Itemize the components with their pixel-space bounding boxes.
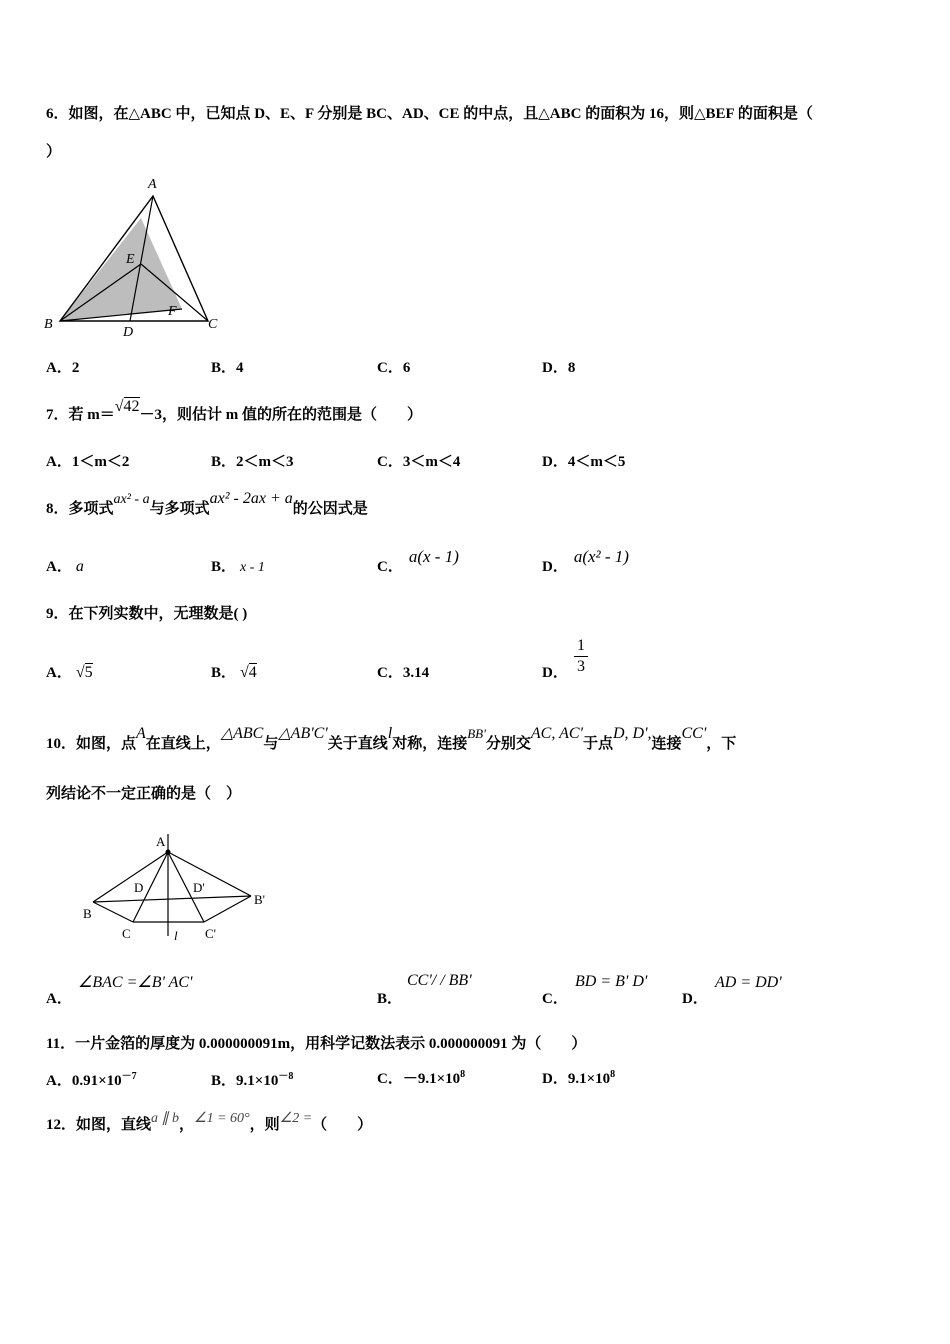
label-b-prime: B': [254, 892, 266, 907]
q9-option-c: C．3.14: [377, 665, 430, 681]
q8-option-a: A． a: [46, 558, 84, 575]
q9-stem: 9．在下列实数中，无理数是( ): [46, 606, 248, 622]
point-a: [166, 850, 171, 855]
q11-stem: 11．一片金箔的厚度为 0.000000091m，用科学记数法表示 0.000000091 为（ ）: [46, 1036, 587, 1052]
q10-option-b-text: CC'/ / BB': [407, 972, 472, 989]
q10-option-c-label: C．: [542, 991, 568, 1007]
fraction-one-third: 1 3: [574, 636, 588, 677]
q9-option-a: A． √5: [46, 664, 93, 681]
segment-ab: [93, 852, 168, 902]
sqrt-42: √42: [114, 398, 140, 415]
q10-option-b-label: B．: [377, 991, 403, 1007]
q12-stem: 12．如图，直线a ∥ b，∠1 = 60°，则∠2 =（ ）: [46, 1111, 373, 1133]
q8-option-b: B． x - 1: [211, 559, 265, 575]
polynomial-1: ax² - a: [113, 492, 150, 507]
q7-option-a: A．1＜m＜2: [46, 454, 130, 470]
q10-option-d-label: D．: [682, 991, 708, 1007]
q8-option-d: D．a(x² - 1): [542, 547, 629, 575]
polynomial-2: ax² - 2ax + a: [209, 490, 293, 507]
q6-stem-line1: 6．如图，在△ABC 中，已知点 D、E、F 分别是 BC、AD、CE 的中点，且△ABC 的面积为 16，则△BEF 的面积是（: [46, 106, 813, 122]
q6-option-a: A．2: [46, 360, 80, 376]
q7-option-c: C．3＜m＜4: [377, 454, 461, 470]
q8-option-c: C．a(x - 1): [377, 547, 459, 575]
q10-option-c-text: BD = B' D': [575, 973, 648, 990]
q8-stem: 8．多项式ax² - a与多项式ax² - 2ax + a的公因式是: [46, 490, 368, 517]
label-b: B: [83, 906, 92, 921]
label-a: A: [156, 834, 166, 849]
label-a: A: [148, 177, 157, 192]
label-d: D: [134, 880, 144, 895]
label-c: C: [122, 926, 131, 941]
segment-ab-prime: [168, 852, 251, 896]
q11-option-a: A．$0.91\times 10^{-7}$: [46, 1071, 137, 1089]
q10-option-d-text: AD = DD': [715, 974, 782, 991]
q10-stem-line1: 10．如图，点A在直线上，△ABC与△AB'C'关于直线l对称，连接BB'分别交AC, AC'于点D, D',连接CC'，下: [46, 725, 737, 752]
q6-triangle-figure: [40, 172, 230, 342]
label-l: l: [174, 928, 178, 943]
q10-option-a-label: A．: [46, 991, 72, 1007]
q7-stem: 7．若 m＝√42－3，则估计 m 值的所在的范围是（ ）: [46, 398, 423, 423]
label-b: B: [44, 317, 53, 332]
label-c: C: [208, 317, 218, 332]
q10-stem-line2: 列结论不一定正确的是（ ）: [46, 786, 242, 802]
shaded-triangle-bef: [60, 218, 182, 321]
q6-option-d: D．8: [542, 360, 576, 376]
q10-symmetry-figure: [78, 826, 278, 946]
q10-option-a-text: ∠BAC =∠B' AC': [78, 974, 193, 991]
label-e: E: [126, 252, 135, 267]
q11-option-d: D．$9.1\times 10^8$: [542, 1069, 616, 1087]
segment-bb-prime: [93, 896, 251, 902]
q7-option-d: D．4＜m＜5: [542, 454, 626, 470]
segment-bc: [93, 902, 133, 922]
label-d-prime: D': [193, 880, 205, 895]
q7-option-b: B．2＜m＜3: [211, 454, 294, 470]
label-d: D: [123, 325, 134, 340]
q9-option-d-label: D．: [542, 665, 568, 681]
q6-stem-line2: ）: [46, 144, 62, 160]
q6-option-c: C．6: [377, 360, 411, 376]
q11-option-c: C．$-9.1\times 10^8$: [377, 1069, 466, 1087]
q6-option-b: B．4: [211, 360, 244, 376]
segment-b-prime-c-prime: [204, 896, 251, 922]
q11-option-b: B．$9.1\times 10^{-8}$: [211, 1071, 294, 1089]
q9-option-b: B． √4: [211, 664, 257, 681]
label-c-prime: C': [205, 926, 217, 941]
label-f: F: [168, 304, 177, 319]
